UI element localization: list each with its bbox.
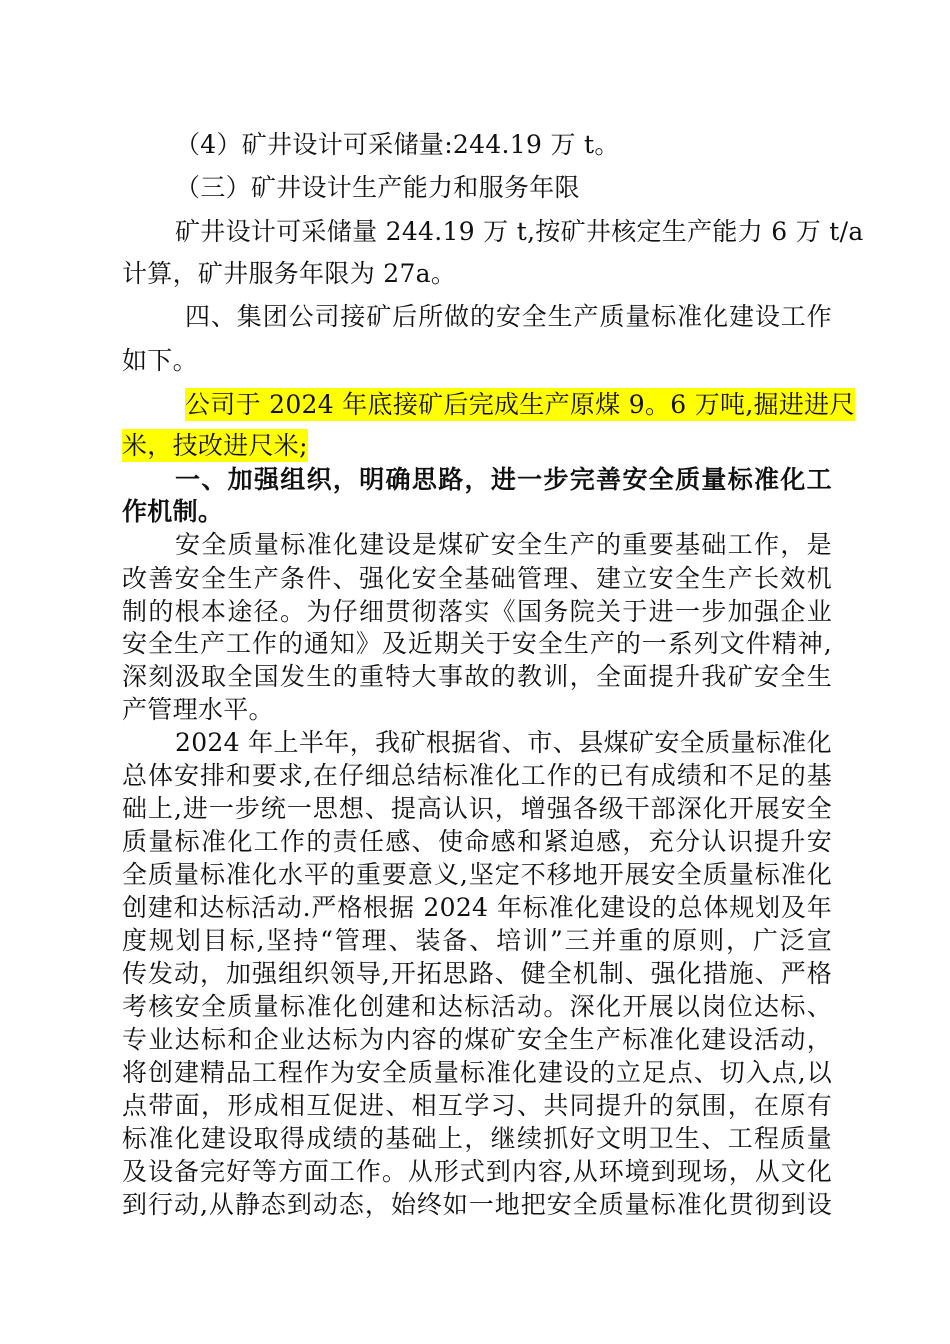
text-line: 到行动,从静态到动态，始终如一地把安全质量标准化贯彻到设 <box>122 1190 832 1219</box>
text-line: （三）矿井设计生产能力和服务年限 <box>175 173 580 202</box>
text-line: 创建和达标活动.严格根据 2024 年标准化建设的总体规划及年 <box>122 893 832 922</box>
text-line: 矿井设计可采储量 244.19 万 t,按矿井核定生产能力 6 万 t/a <box>175 217 864 246</box>
section-heading: 四、集团公司接矿后所做的安全生产质量标准化建设工作 <box>185 302 832 331</box>
text-line: 点带面，形成相互促进、相互学习、共同提升的氛围，在原有 <box>122 1091 832 1120</box>
highlighted-text: 公司于 2024 年底接矿后完成生产原煤 9。6 万吨,掘进进尺 <box>185 390 855 419</box>
text-line: 安全质量标准化建设是煤矿安全生产的重要基础工作，是 <box>175 530 832 559</box>
text-line: 改善安全生产条件、强化安全基础管理、建立安全生产长效机 <box>122 564 832 593</box>
text-line: （4）矿井设计可采储量:244.19 万 t。 <box>175 130 620 159</box>
bold-heading: 一、加强组织，明确思路，进一步完善安全质量标准化工 <box>175 465 832 494</box>
text-line: 将创建精品工程作为安全质量标准化建设的立足点、切入点,以 <box>122 1058 832 1087</box>
text-line: 2024 年上半年，我矿根据省、市、县煤矿安全质量标准化 <box>175 728 832 757</box>
text-line: 安全生产工作的通知》及近期关于安全生产的一系列文件精神, <box>122 629 832 658</box>
text-line: 础上,进一步统一思想、提高认识，增强各级干部深化开展安全 <box>122 794 832 823</box>
text-line: 全质量标准化水平的重要意义,坚定不移地开展安全质量标准化 <box>122 860 832 889</box>
text-line: 传发动，加强组织领导,开拓思路、健全机制、强化措施、严格 <box>122 959 832 988</box>
highlighted-text: 米，技改进尺米; <box>122 431 308 460</box>
highlighted-line <box>185 389 855 421</box>
highlighted-line <box>122 430 832 462</box>
text-line: 制的根本途径。为仔细贯彻落实《国务院关于进一步加强企业 <box>122 597 832 626</box>
text-line: 计算，矿井服务年限为 27a。 <box>122 259 457 288</box>
text-line: 及设备完好等方面工作。从形式到内容,从环境到现场，从文化 <box>122 1157 832 1186</box>
text-line: 总体安排和要求,在仔细总结标准化工作的已有成绩和不足的基 <box>122 761 832 790</box>
text-line: 度规划目标,坚持“管理、装备、培训”三并重的原则，广泛宣 <box>122 926 832 955</box>
text-line: 如下。 <box>122 346 198 375</box>
text-line: 标准化建设取得成绩的基础上，继续抓好文明卫生、工程质量 <box>122 1124 832 1153</box>
bold-heading: 作机制。 <box>122 497 224 526</box>
text-line: 产管理水平。 <box>122 695 274 724</box>
text-line: 专业达标和企业达标为内容的煤矿安全生产标准化建设活动， <box>122 1025 832 1054</box>
text-line: 质量标准化工作的责任感、使命感和紧迫感，充分认识提升安 <box>122 827 832 856</box>
text-line: 考核安全质量标准化创建和达标活动。深化开展以岗位达标、 <box>122 992 832 1021</box>
text-line: 深刻汲取全国发生的重特大事故的教训，全面提升我矿安全生 <box>122 662 832 691</box>
